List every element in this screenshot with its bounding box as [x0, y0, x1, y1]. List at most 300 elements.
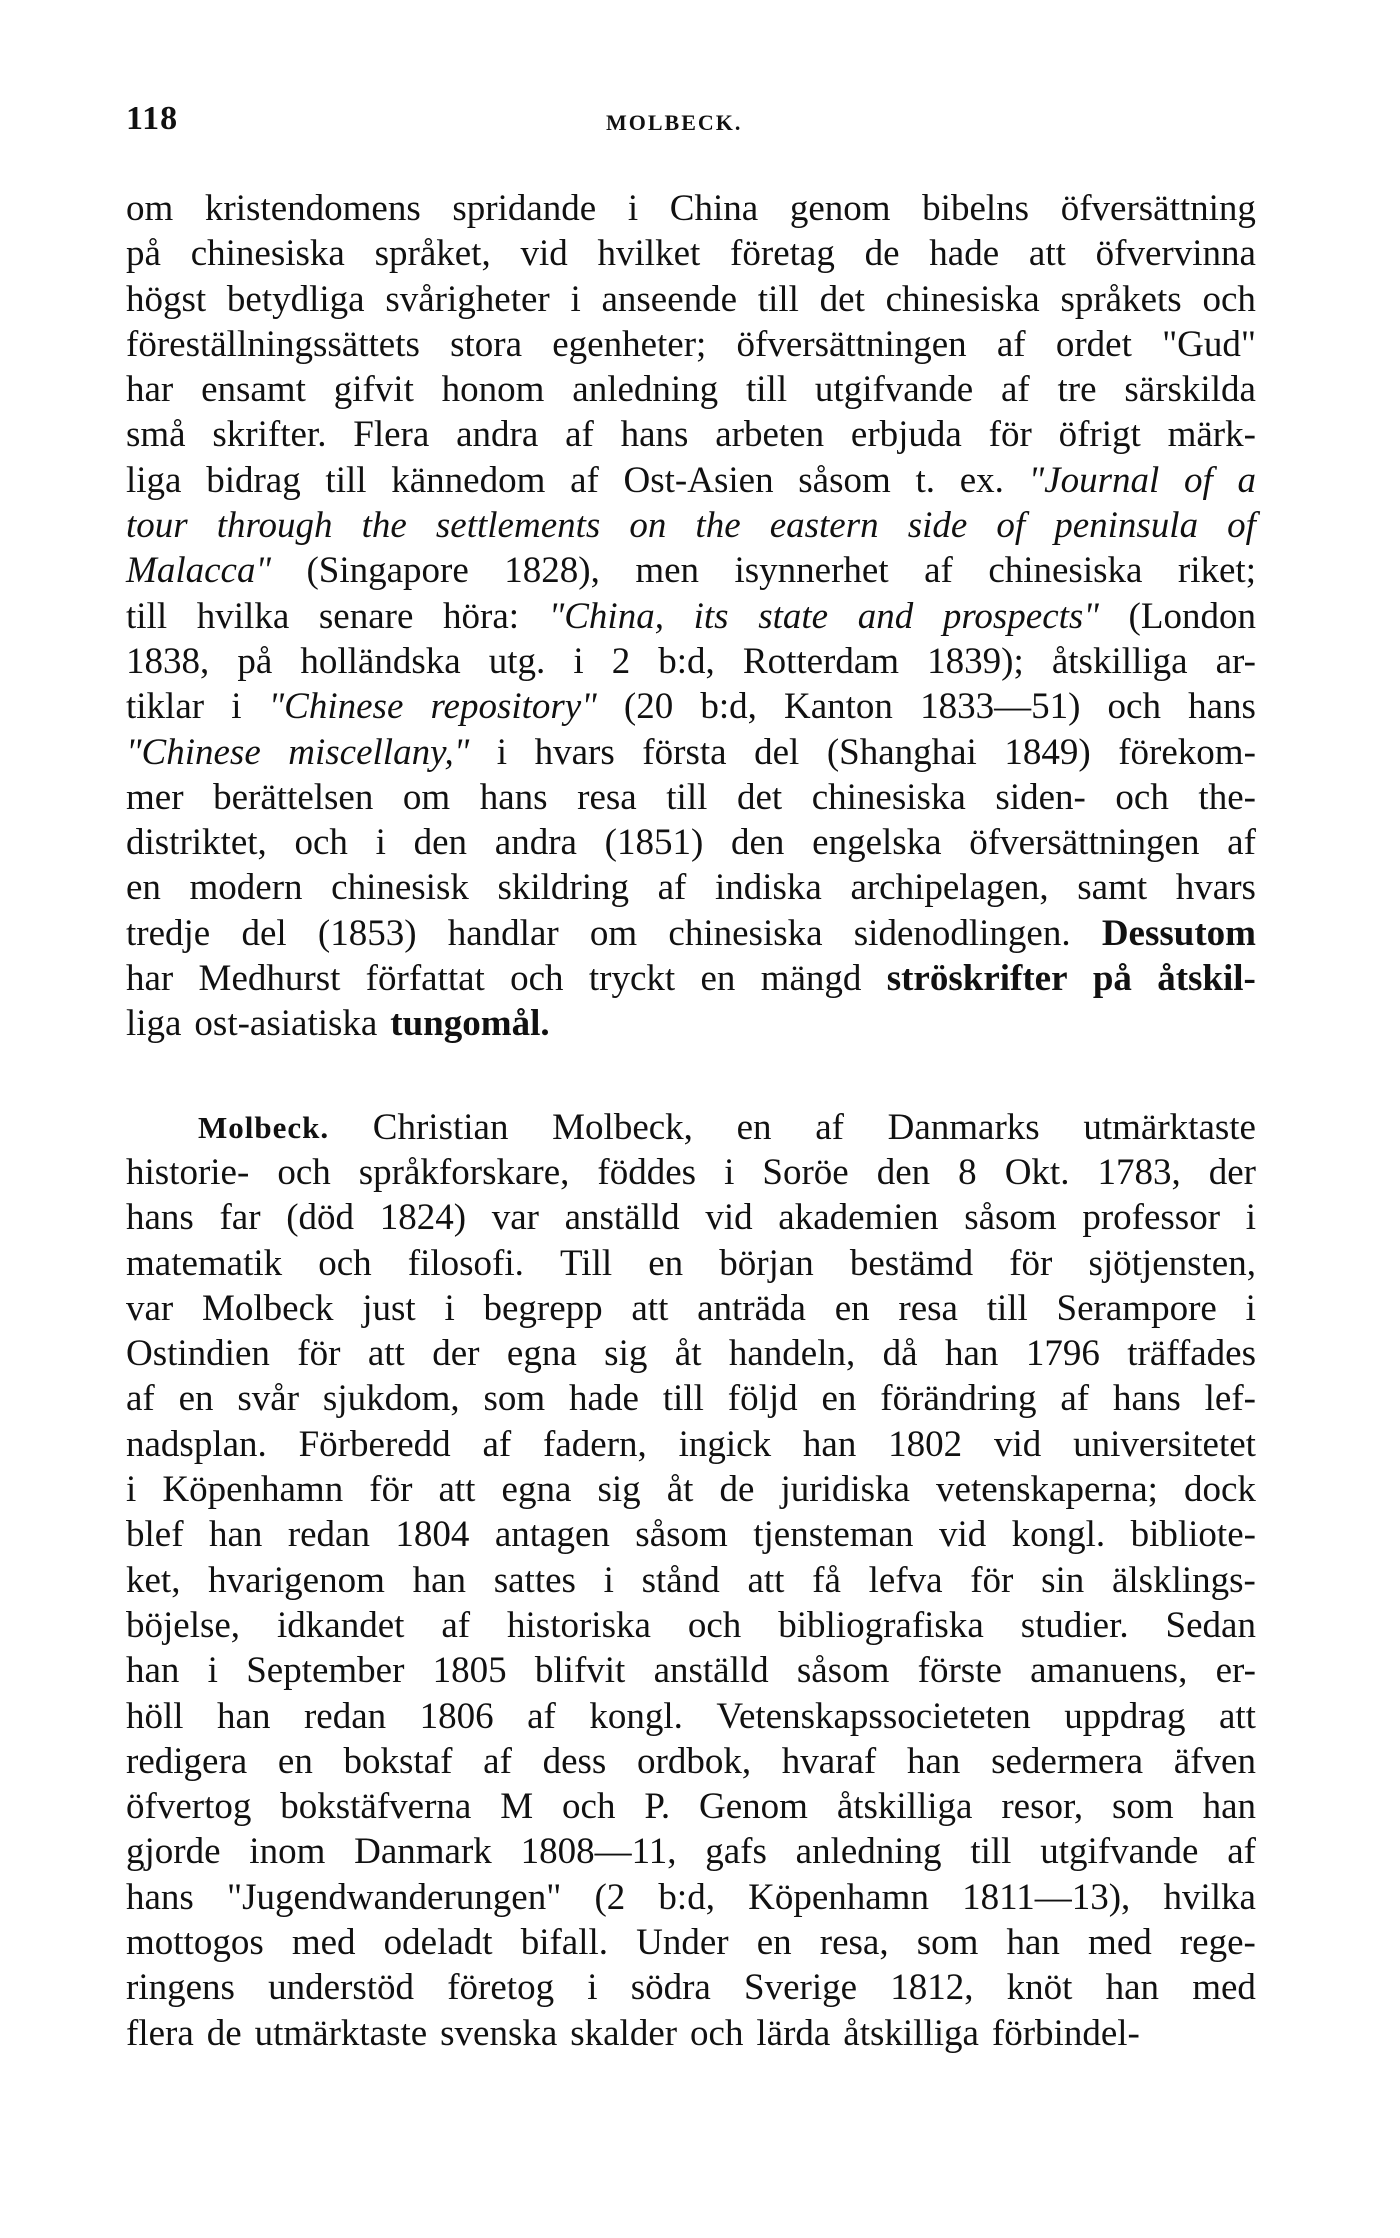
word: Dessutom [1101, 912, 1256, 954]
text-line [126, 277, 1256, 322]
word: betydliga [226, 278, 365, 320]
word: knöt [1006, 1967, 1073, 2009]
page-number: 118 [126, 100, 179, 137]
word: bibliografiska [778, 1604, 984, 1646]
word: små [126, 414, 186, 456]
word: om [126, 188, 174, 229]
word: till [757, 278, 799, 320]
word: öfversättningen [736, 323, 967, 365]
text-line [126, 639, 1256, 684]
text-line [126, 820, 1256, 865]
word: till [666, 776, 708, 818]
word: den [876, 1151, 931, 1193]
word: isynnerhet [734, 550, 889, 592]
word: sjötjensten, [1088, 1242, 1256, 1284]
word: state [758, 595, 829, 637]
word: få [812, 1559, 841, 1601]
word: särskilda [1124, 369, 1256, 411]
text-line [126, 322, 1256, 367]
word: till [662, 1378, 704, 1420]
word: t. [915, 459, 936, 501]
text-line [126, 2011, 1256, 2056]
word: förste [917, 1650, 1002, 1692]
word: för [1009, 1242, 1053, 1284]
text-line [126, 1829, 1256, 1874]
word: bokstaf [343, 1740, 453, 1782]
word: första [642, 731, 727, 773]
word: af [483, 1740, 512, 1782]
word: vetenskaperna; [936, 1469, 1158, 1511]
word: distriktet, [126, 822, 267, 864]
word: tiklar [126, 686, 205, 728]
word: b:d, [658, 1876, 715, 1918]
word: Christian [372, 1106, 509, 1148]
text-line [126, 1558, 1256, 1603]
word: 2 [611, 640, 631, 682]
word: ex. [959, 459, 1004, 501]
word: gifvit [333, 369, 414, 411]
word: begrepp [483, 1287, 603, 1329]
word: of [1227, 505, 1256, 547]
word: bibliote- [1130, 1514, 1256, 1556]
word: språket, [374, 233, 491, 275]
word: af [482, 1423, 512, 1465]
word: utgifvande [814, 369, 974, 411]
word: (London [1128, 595, 1256, 637]
text-line [126, 730, 1256, 775]
word: miscellany," [288, 731, 470, 773]
word: tour [126, 505, 188, 547]
word: för [970, 1559, 1014, 1601]
word: af [126, 1378, 155, 1420]
word: 1805 [432, 1650, 507, 1692]
word: chinesiska [668, 912, 823, 954]
word: i [603, 1559, 614, 1601]
word: öfversättning [1060, 188, 1256, 229]
word: de [719, 1469, 755, 1511]
word: åtskilliga [1051, 640, 1188, 682]
word: åtskil- [1157, 958, 1256, 1000]
word: honom [441, 369, 545, 411]
word: Sedan [1165, 1604, 1256, 1646]
word: kongl. [589, 1695, 683, 1737]
word: stånd [641, 1559, 720, 1601]
word: chinesiska [885, 278, 1040, 320]
word: hans [479, 776, 548, 818]
word: Ost-Asien [623, 459, 774, 501]
word: språkforskare, [358, 1151, 570, 1193]
word: historiska [507, 1604, 651, 1646]
word: (Singapore [306, 550, 469, 592]
text-line [126, 775, 1256, 820]
word: lefva [868, 1559, 943, 1601]
word: af [570, 459, 599, 501]
word: han [412, 1559, 467, 1601]
text-line [126, 1422, 1256, 1467]
word: förändring [880, 1378, 1037, 1420]
word: its [693, 595, 729, 637]
word: af [1227, 1831, 1256, 1873]
word: till [970, 1831, 1012, 1873]
word: som [483, 1378, 546, 1420]
word: att [631, 1287, 669, 1329]
text-line [126, 1965, 1256, 2010]
word: redan [287, 1514, 370, 1556]
word: för [297, 1333, 341, 1375]
word: företag [730, 233, 835, 275]
word: liga [126, 459, 182, 501]
word: en [821, 1378, 857, 1420]
word: Vetenskapssocieteten [716, 1695, 1031, 1737]
word: hvilket [597, 233, 701, 275]
word: i [724, 1151, 735, 1193]
word: ar- [1215, 640, 1256, 682]
text-line [126, 1001, 1256, 1046]
word: södra [630, 1967, 711, 2009]
word: tryckt [588, 958, 676, 1000]
word: skrifter. [212, 414, 327, 456]
word: chinesiska [988, 550, 1143, 592]
word: såsom [635, 1514, 728, 1556]
word: utmärktaste [254, 2012, 428, 2054]
word: var [491, 1197, 539, 1239]
word: arbeten [715, 414, 825, 456]
word: Under [636, 1921, 729, 1963]
word: juridiska [780, 1469, 910, 1511]
word: siden- [995, 776, 1086, 818]
word: (20 [623, 686, 674, 728]
word: såsom [796, 1650, 890, 1692]
word: att [1028, 233, 1066, 275]
word: professor [1082, 1197, 1221, 1239]
word: Flera [353, 414, 430, 456]
text-line [126, 865, 1256, 910]
word: holländska [300, 640, 461, 682]
word: China [669, 188, 759, 229]
word: och [687, 1604, 742, 1646]
word: gjorde [126, 1831, 221, 1873]
word: som [916, 1921, 979, 1963]
word: 1833—51) [920, 686, 1081, 728]
text-line [126, 1739, 1256, 1784]
word: senare [318, 595, 414, 637]
word: "Jugendwanderungen" [226, 1876, 562, 1918]
word: 8 [958, 1151, 977, 1193]
text-line [126, 548, 1256, 593]
word: peninsula [1054, 505, 1199, 547]
word: som [1111, 1786, 1174, 1828]
word: företog [447, 1967, 555, 2009]
word: vid [938, 1514, 987, 1556]
word: eastern [769, 505, 879, 547]
word: till [126, 595, 168, 637]
word: ingick [678, 1423, 772, 1465]
word: bokstäfverna [280, 1786, 472, 1828]
word: ost-asiatiska [194, 1003, 378, 1045]
text-line [126, 412, 1256, 457]
word: anträda [697, 1287, 806, 1329]
word: vid [993, 1423, 1042, 1465]
word: berättelsen [213, 776, 374, 818]
text-line [126, 684, 1256, 729]
word: högst [126, 278, 207, 320]
word: resa [577, 776, 637, 818]
word: då [882, 1333, 918, 1375]
word: nadsplan. [126, 1423, 267, 1465]
word: sattes [493, 1559, 576, 1601]
word: han [217, 1695, 271, 1737]
word: Molbeck. [198, 1109, 330, 1145]
word: universitetet [1073, 1423, 1256, 1465]
paragraph-gap [126, 1047, 1256, 1105]
word: tungomål. [390, 1003, 550, 1045]
word: åt [666, 1469, 694, 1511]
word: Köpenhamn [162, 1469, 344, 1511]
word: studier. [1020, 1604, 1129, 1646]
word: Malacca" [126, 550, 271, 592]
word: ensamt [201, 369, 306, 411]
word: der [432, 1333, 480, 1375]
word: antagen [494, 1514, 610, 1556]
word: sedermera [991, 1740, 1144, 1782]
word: "Chinese [126, 731, 261, 773]
word: kongl. [1011, 1514, 1106, 1556]
word: älsklings- [1111, 1559, 1256, 1601]
word: hade [569, 1378, 639, 1420]
word: spridande [452, 188, 597, 229]
word: hvilka [1163, 1876, 1256, 1918]
word: bidrag [206, 459, 301, 501]
word: "Gud" [1162, 323, 1256, 365]
word: akademien [778, 1197, 939, 1239]
word: stora [450, 323, 523, 365]
word: b:d, [700, 686, 757, 728]
word: chinesiska [190, 233, 345, 275]
word: (död [286, 1197, 355, 1239]
word: Serampore [1056, 1287, 1217, 1329]
paragraph [126, 186, 1256, 1047]
word: 1796 [1025, 1333, 1100, 1375]
word: i [1245, 1197, 1256, 1239]
word: höra: [443, 595, 520, 637]
word: ket, [126, 1559, 181, 1601]
word: öfvervinna [1095, 233, 1256, 275]
word: repository" [430, 686, 597, 728]
word: the- [1198, 776, 1256, 818]
word: ströskrifter [886, 958, 1068, 1000]
word: han [1006, 1921, 1060, 1963]
word: hans [1112, 1378, 1181, 1420]
word: mängd [760, 958, 862, 1000]
word: fadern, [543, 1423, 647, 1465]
word: dess [542, 1740, 607, 1782]
word: en [178, 1378, 214, 1420]
word: September [246, 1650, 405, 1692]
book-page [126, 100, 1256, 2056]
word: 1804 [395, 1514, 470, 1556]
word: i [207, 1650, 218, 1692]
word: utg. [488, 640, 546, 682]
word: ordet [1055, 323, 1132, 365]
word: samt [1077, 867, 1148, 909]
word: Medhurst [198, 958, 341, 1000]
text-line [126, 911, 1256, 956]
word: M [500, 1786, 534, 1828]
word: åtskilliga [836, 1786, 973, 1828]
word: i [496, 731, 508, 773]
word: och [510, 958, 564, 1000]
word: att [1218, 1695, 1256, 1737]
word: andra [494, 822, 577, 864]
word: redigera [126, 1740, 248, 1782]
word: en [834, 1287, 870, 1329]
word: af [1227, 822, 1256, 864]
word: att [438, 1469, 476, 1511]
word: inom [249, 1831, 326, 1873]
word: er- [1215, 1650, 1256, 1692]
word: just [362, 1287, 416, 1329]
word: hvilka [196, 595, 290, 637]
word: riket; [1177, 550, 1256, 592]
word: han [126, 1650, 180, 1692]
word: höll [126, 1695, 184, 1737]
word: att [747, 1559, 785, 1601]
text-line [126, 1150, 1256, 1195]
word: the [361, 505, 407, 547]
word: vid [705, 1197, 753, 1239]
word: hans [126, 1876, 194, 1918]
word: en [277, 1740, 313, 1782]
word: sin [1041, 1559, 1085, 1601]
word: handlar [447, 912, 559, 954]
word: en [126, 867, 161, 909]
word: lärda [756, 2012, 831, 2054]
word: han [1105, 1967, 1160, 2009]
word: var [126, 1287, 174, 1329]
word: anledning [572, 369, 719, 411]
word: of [996, 505, 1026, 547]
word: blifvit [534, 1650, 626, 1692]
word: för [369, 1469, 413, 1511]
word: blef [126, 1514, 184, 1556]
text-line [126, 1694, 1256, 1739]
word: tre [1057, 369, 1097, 411]
text-line [126, 1241, 1256, 1286]
word: svårigheter [385, 278, 550, 320]
word: del [241, 912, 287, 954]
word: Soröe [762, 1151, 849, 1193]
text-line [126, 231, 1256, 276]
word: af [527, 1695, 556, 1737]
word: och [1115, 776, 1169, 818]
word: Förberedd [298, 1423, 451, 1465]
word: i [1245, 1287, 1256, 1329]
word: hvarigenom [208, 1559, 385, 1601]
word: 1783, [1097, 1151, 1181, 1193]
word: (Shanghai [826, 731, 977, 773]
word: 1839); [927, 640, 1024, 682]
word: on [629, 505, 667, 547]
word: om [589, 912, 638, 954]
word: 1806 [419, 1695, 494, 1737]
word: af [924, 550, 953, 592]
word: de [206, 2012, 242, 2054]
word: språkets [1060, 278, 1182, 320]
text-line [126, 1920, 1256, 1965]
word: Ostindien [126, 1333, 270, 1375]
word: resa, [819, 1921, 889, 1963]
word: 1811—13), [962, 1876, 1131, 1918]
word: resa [898, 1287, 958, 1329]
word: Till [559, 1242, 613, 1284]
word: and [857, 595, 914, 637]
word: författat [365, 958, 485, 1000]
word: utmärktaste [1083, 1106, 1256, 1148]
word: redan [303, 1695, 387, 1737]
word: med [1088, 1921, 1152, 1963]
word: anställd [564, 1197, 680, 1239]
word: mottogos [126, 1921, 264, 1963]
word: the [695, 505, 741, 547]
paragraph [126, 1105, 1256, 2056]
word: och [1202, 278, 1256, 320]
word: på [1092, 958, 1132, 1000]
word: of [1183, 459, 1213, 501]
word: chinesisk [331, 867, 469, 909]
word: side [907, 505, 968, 547]
word: prospects" [942, 595, 1099, 637]
text-line [126, 1648, 1256, 1693]
text-line [126, 1105, 1256, 1150]
word: tjensteman [753, 1514, 914, 1556]
word: i [231, 686, 242, 728]
word: handeln, [728, 1333, 856, 1375]
word: förbindel- [991, 2012, 1140, 2054]
word: through [216, 505, 333, 547]
text-line [126, 1467, 1256, 1512]
word: Kanton [784, 686, 893, 728]
running-title: MOLBECK. [606, 110, 743, 135]
text-line [126, 186, 1256, 231]
word: till [745, 369, 788, 411]
word: hans [1188, 686, 1256, 728]
word: kristendomens [204, 188, 421, 229]
word: följd [727, 1378, 798, 1420]
word: det [736, 776, 783, 818]
word: och [318, 1242, 372, 1284]
word: Danmarks [887, 1106, 1040, 1148]
word: 1828), [504, 550, 600, 592]
word: en [736, 1106, 772, 1148]
word: den [413, 822, 468, 864]
word: märk- [1167, 414, 1256, 456]
word: dock [1183, 1469, 1256, 1511]
running-head [126, 100, 1256, 160]
word: af [1000, 369, 1030, 411]
word: har [126, 958, 174, 1000]
word: gafs [705, 1831, 767, 1873]
word: (1853) [317, 912, 417, 954]
word: såsom [964, 1197, 1057, 1239]
text-line [126, 1875, 1256, 1920]
word: 1802 [888, 1423, 963, 1465]
word: indiska [714, 867, 822, 909]
word: öfrigt [1058, 414, 1141, 456]
word: hans [620, 414, 689, 456]
word: egenheter; [552, 323, 707, 365]
word: hade [929, 233, 1000, 275]
word: han [802, 1423, 857, 1465]
